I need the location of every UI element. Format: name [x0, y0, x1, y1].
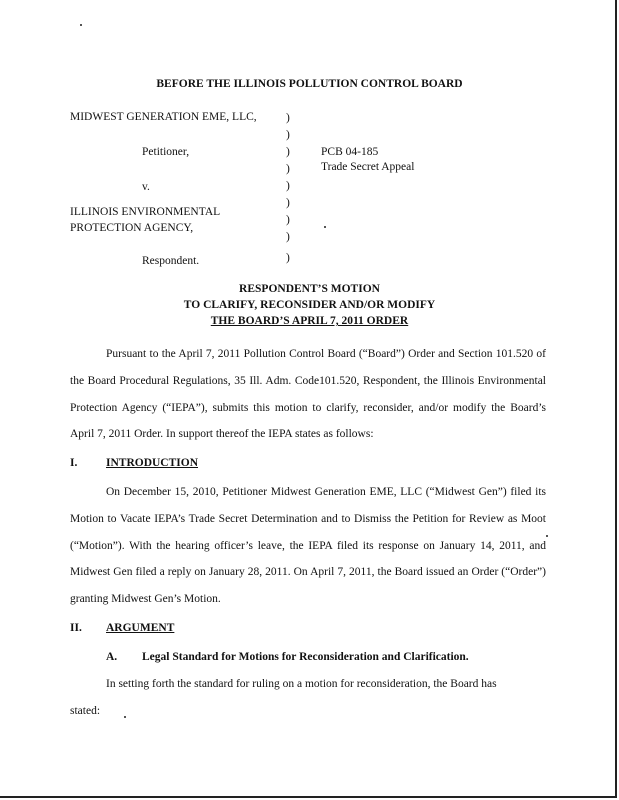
introduction-paragraph: On December 15, 2010, Petitioner Midwest Generation EME, LLC (“Midwest Gen”) filed its Motion to Vacate IEPA’s Trade Secret Determination and to Dismiss the Petition for Review as Moot (“Motion”). With the hearing officer’s leave, the IEPA filed its response on January 14, 2011, and Midwest Gen filed a reply on January 28, 2011. On April 7, 2011, the Board issued an Order (“Order”) granting Midwest Gen’s Motion. [70, 486, 546, 606]
section-title: ARGUMENT [106, 622, 175, 634]
scan-speck [124, 716, 126, 718]
caption-paren: ) [286, 129, 290, 141]
respondent-name-line1: ILLINOIS ENVIRONMENTAL [70, 206, 221, 218]
motion-title-line1: RESPONDENT’S MOTION [239, 283, 380, 295]
petitioner-name: MIDWEST GENERATION EME, LLC, [70, 111, 257, 123]
intro-paragraph: Pursuant to the April 7, 2011 Pollution Control Board (“Board”) Order and Section 101.520 of the Board Procedural Regulations, 35 Ill. Adm. Code101.520, Respondent, the Illinois Environmental Protection Agency (“IEPA”), submits this motion to clarify, reconsider, and/or modify the Board’s April 7, 2011 Order. In support thereof the IEPA states as follows: [70, 348, 546, 441]
motion-title-line2: TO CLARIFY, RECONSIDER AND/OR MODIFY [183, 299, 436, 311]
scan-speck [80, 24, 82, 26]
motion-title-line3: THE BOARD’S APRIL 7, 2011 ORDER [210, 315, 409, 327]
caption-paren: ) [286, 146, 290, 158]
respondent-role: Respondent. [142, 255, 200, 267]
section-number: I. [70, 457, 78, 469]
scan-speck [546, 535, 548, 537]
section-number: II. [70, 622, 82, 634]
respondent-name-line2: PROTECTION AGENCY, [70, 222, 194, 234]
caption-paren: ) [286, 252, 290, 264]
petitioner-role: Petitioner, [142, 146, 190, 158]
caption-paren: ) [286, 112, 290, 124]
caption-paren: ) [286, 231, 290, 243]
caption-paren: ) [286, 214, 290, 226]
case-type: Trade Secret Appeal [321, 161, 415, 173]
case-number: PCB 04-185 [321, 146, 379, 158]
subsection-title: Legal Standard for Motions for Reconsideration and Clarification. [142, 651, 469, 663]
subsection-label: A. [106, 651, 118, 663]
caption-paren: ) [286, 180, 290, 192]
section-title: INTRODUCTION [106, 457, 199, 469]
board-title: BEFORE THE ILLINOIS POLLUTION CONTROL BOARD [156, 78, 463, 90]
versus: v. [142, 181, 150, 193]
argument-paragraph-line1: In setting forth the standard for ruling on a motion for reconsideration, the Board has [106, 678, 497, 690]
scan-speck [324, 226, 326, 228]
caption-paren: ) [286, 163, 290, 175]
caption-paren: ) [286, 197, 290, 209]
argument-paragraph-line2: stated: [70, 705, 101, 717]
